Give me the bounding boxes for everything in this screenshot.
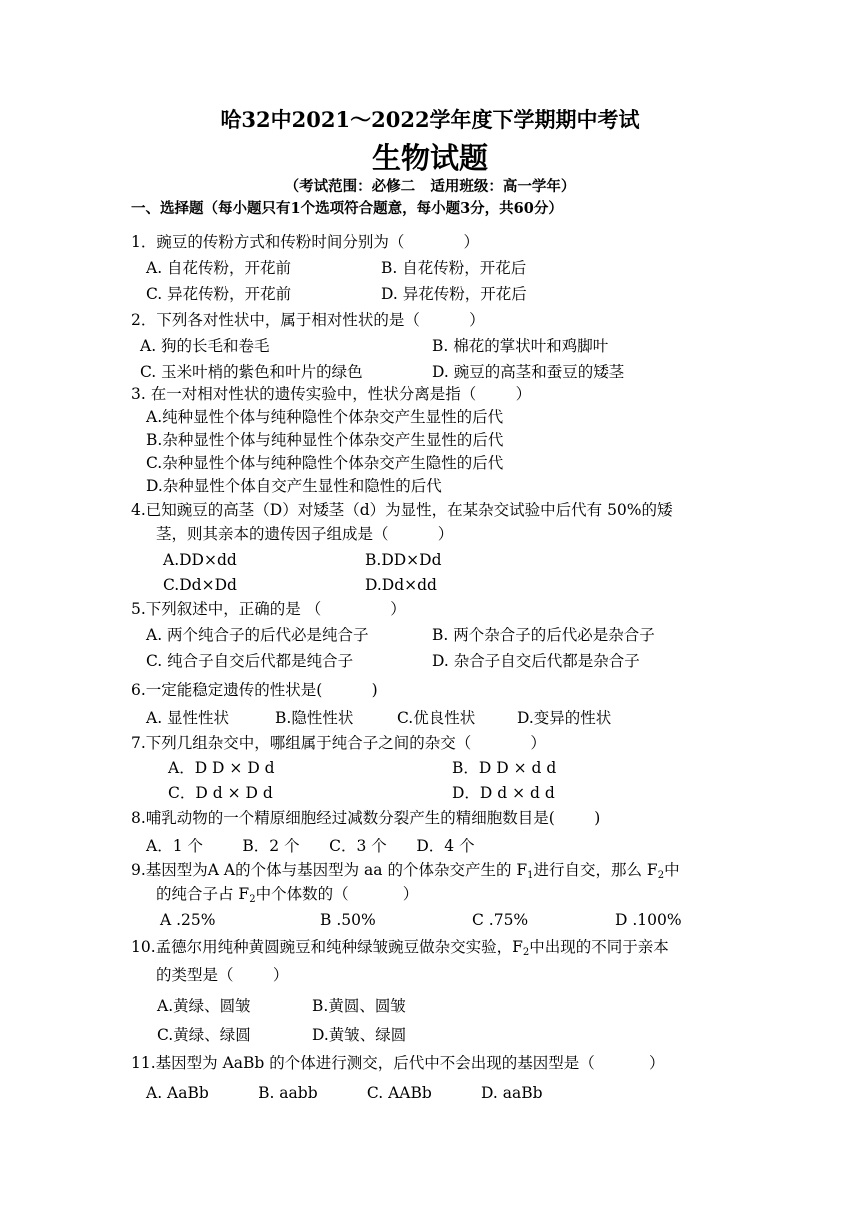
q10-stem-line2: 的类型是（ ） xyxy=(156,966,289,984)
q3-stem: 3. 在一对相对性状的遗传实验中，性状分离是指（ ） xyxy=(131,385,532,403)
q8-options: A．1 个 B．2 个 C．3 个 D．4 个 xyxy=(146,837,475,855)
q3-option-a: A.纯种显性个体与纯种隐性个体杂交产生显性的后代 xyxy=(146,408,504,426)
q1-option-b: B. 自花传粉，开花后 xyxy=(381,259,527,277)
q2-option-c: C. 玉米叶梢的紫色和叶片的绿色 xyxy=(140,363,363,381)
q9-stem1-text: 9.基因型为A A的个体与基因型为 aa 的个体杂交产生的 F xyxy=(131,861,528,879)
q9-option-b: B .50% xyxy=(320,911,376,929)
q6-option-c: C.优良性状 xyxy=(397,709,476,727)
q5-option-a: A. 两个纯合子的后代必是纯合子 xyxy=(146,626,369,644)
q6-option-b: B.隐性性状 xyxy=(275,709,354,727)
exam-scope: （考试范围：必修二 适用班级：高一学年） xyxy=(284,178,576,195)
q7-option-a: A．D D × D d xyxy=(168,759,275,777)
q5-option-b: B. 两个杂合子的后代必是杂合子 xyxy=(432,626,655,644)
q3-option-b: B.杂种显性个体与纯种显性个体杂交产生显性的后代 xyxy=(146,431,504,449)
q9-stem-line2 xyxy=(156,884,418,910)
q6-option-d: D.变异的性状 xyxy=(517,709,612,727)
q4-option-a: A.DD×dd xyxy=(163,551,237,569)
section-heading: 一、选择题（每小题只有1个选项符合题意，每小题3分，共60分） xyxy=(131,200,563,217)
exam-school-title: 哈32中2021～2022学年度下学期期中考试 xyxy=(220,107,640,132)
q8-stem: 8.哺乳动物的一个精原细胞经过减数分裂产生的精细胞数目是( ) xyxy=(131,809,601,827)
q9-stem-line1 xyxy=(131,860,680,886)
q10-option-b: B.黄圆、圆皱 xyxy=(312,997,406,1015)
q1-stem: 1．豌豆的传粉方式和传粉时间分别为（ ） xyxy=(131,233,479,251)
q9-stem2-text: 中个体数的（ ） xyxy=(255,885,419,903)
q5-stem: 5.下列叙述中，正确的是 （ ） xyxy=(131,600,406,618)
q10-stem-line1 xyxy=(131,937,669,963)
q4-stem-line2: 茎，则其亲本的遗传因子组成是（ ） xyxy=(156,525,454,543)
q1-option-c: C. 异花传粉，开花前 xyxy=(146,285,292,303)
q3-option-d: D.杂种显性个体自交产生显性和隐性的后代 xyxy=(146,477,442,495)
q10-stem1-text: 10.孟德尔用纯种黄圆豌豆和纯种绿皱豌豆做杂交实验，F xyxy=(131,938,523,956)
q4-option-c: C.Dd×Dd xyxy=(163,576,237,594)
q6-stem: 6.一定能稳定遗传的性状是( ) xyxy=(131,681,378,699)
q2-stem: 2．下列各对性状中，属于相对性状的是（ ） xyxy=(131,311,485,329)
q4-option-b: B.DD×Dd xyxy=(365,551,442,569)
q7-option-b: B．D D × d d xyxy=(452,759,557,777)
q11-options: A. AaBb B. aabb C. AABb D. aaBb xyxy=(146,1084,543,1102)
q4-stem-line1: 4.已知豌豆的高茎（D）对矮茎（d）为显性，在某杂交试验中后代有 50%的矮 xyxy=(131,501,673,519)
q7-stem: 7.下列几组杂交中，哪组属于纯合子之间的杂交（ ） xyxy=(131,734,546,752)
q4-option-d: D.Dd×dd xyxy=(365,576,437,594)
q1-option-a: A. 自花传粉，开花前 xyxy=(146,259,292,277)
q9-option-d: D .100% xyxy=(615,911,682,929)
q10-stem1-text: 中出现的不同于亲本 xyxy=(529,938,669,956)
q5-option-d: D. 杂合子自交后代都是杂合子 xyxy=(432,652,640,670)
q1-option-d: D. 异花传粉，开花后 xyxy=(381,285,527,303)
q2-option-d: D. 豌豆的高茎和蚕豆的矮茎 xyxy=(432,363,625,381)
q2-option-b: B. 棉花的掌状叶和鸡脚叶 xyxy=(432,337,609,355)
q5-option-c: C. 纯合子自交后代都是纯合子 xyxy=(146,652,354,670)
q10-option-d: D.黄皱、绿圆 xyxy=(312,1026,407,1044)
q9-option-c: C .75% xyxy=(472,911,529,929)
q9-subscript: 2 xyxy=(657,870,665,881)
q9-stem2-text: 的纯合子占 F xyxy=(156,885,250,903)
q11-stem: 11.基因型为 AaBb 的个体进行测交，后代中不会出现的基因型是（ ） xyxy=(131,1054,665,1072)
q6-option-a: A. 显性性状 xyxy=(146,709,230,727)
q10-option-c: C.黄绿、绿圆 xyxy=(157,1026,251,1044)
q9-option-a: A .25% xyxy=(160,911,216,929)
q10-subscript: 2 xyxy=(522,947,530,958)
q9-subscript: 1 xyxy=(527,870,534,881)
q9-stem1-text: 中 xyxy=(664,861,680,879)
q7-option-d: D．D d × d d xyxy=(452,784,555,802)
q10-option-a: A.黄绿、圆皱 xyxy=(157,997,251,1015)
q3-option-c: C.杂种显性个体与纯种隐性个体杂交产生隐性的后代 xyxy=(146,454,504,472)
exam-subject-title: 生物试题 xyxy=(371,141,488,175)
q7-option-c: C．D d × D d xyxy=(168,784,273,802)
q9-subscript: 2 xyxy=(249,894,256,905)
q2-option-a: A. 狗的长毛和卷毛 xyxy=(140,337,270,355)
q9-stem1-text: 进行自交，那么 F xyxy=(533,861,658,879)
